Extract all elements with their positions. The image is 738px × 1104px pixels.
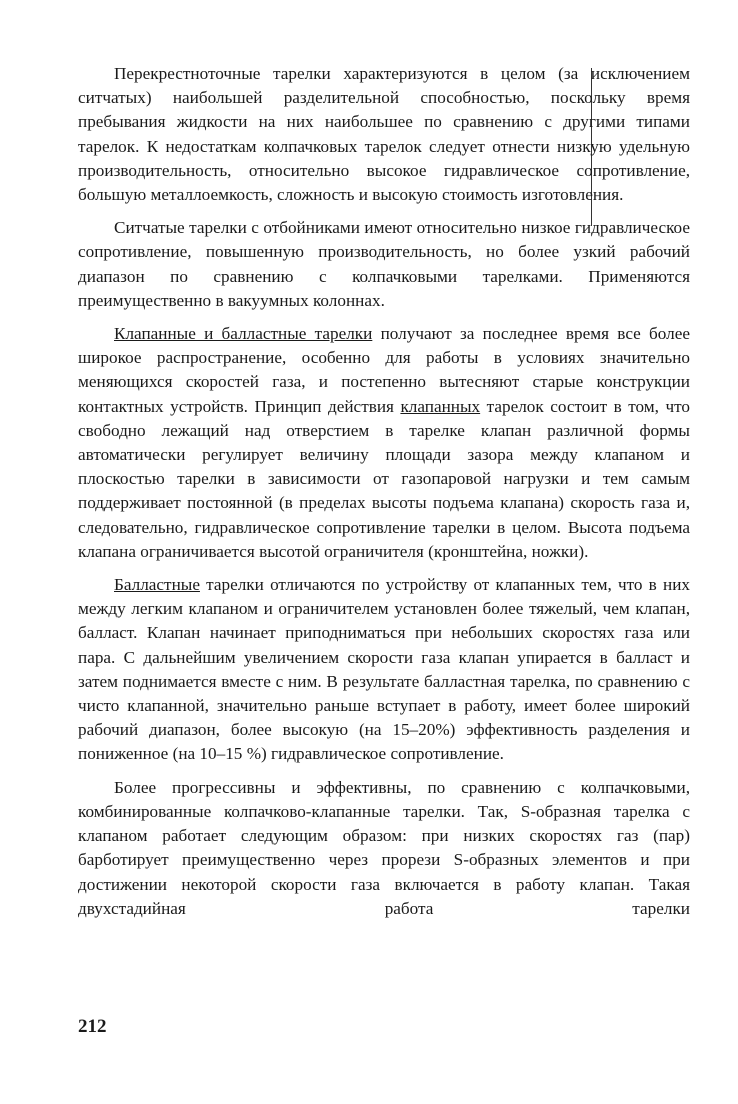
underlined-term-ballast: Балластные [114, 575, 200, 595]
underlined-term-valve: клапанных [400, 396, 481, 416]
paragraph-valve-ballast-trays [78, 322, 690, 564]
paragraph-crossflow-trays: Перекрестноточные тарелки характеризуются в целом (за исключением ситчатых) наибольшей разделительной способностью, поскольку время пребывания жидкости на них наибольшее по сравнению с другими типами тарелок. К недостаткам колпачковых тарелок следует отнести низкую удельную производительность, относительно высокое гидравлическое сопротивление, большую металлоемкость, сложность и высокую стоимость изготовления. [78, 64, 690, 205]
paragraph-text-part: получают за последнее время все более широкое распространение, особенно для работы в условиях значительно меняющихся скоростей газа, и постепенно вытесняют старые конструкции контактных устройств. Принцип действия [78, 324, 690, 416]
paragraph-sieve-trays: Ситчатые тарелки с отбойниками имеют относительно низкое гидравлическое сопротивление, повышенную производительность, но более узкий рабочий диапазон по сравнению с колпачковыми тарелками. Применяются преимущественно в вакуумных колоннах. [78, 218, 690, 310]
paragraph-ballast-trays [78, 573, 690, 767]
paragraph-text-part: тарелки отличаются по устройству от клапанных тем, что в них между легким клапаном и ограничителем установлен более тяжелый, чем клапан, балласт. Клапан начинает приподниматься при небольших скоростях газа или пара. С дальнейшим увеличением скорости газа клапан упирается в балласт и затем поднимается вместе с ним. В результате балластная тарелка, по сравнению с чисто клапанной, значительно раньше вступает в работу, имеет более широкий рабочий диапазон, более высокую (на 15–20%) эффективность разделения и пониженное (на 10–15 %) гидравлическое сопротивление. [78, 575, 690, 764]
page-number: 212 [78, 1016, 107, 1037]
page-body [78, 62, 690, 930]
paragraph-text-part: тарелок состоит в том, что свободно лежащий над отверстием в тарелке клапан различной формы автоматически регулирует величину площади зазора между клапаном и плоскостью тарелки в зависимости от газопаровой нагрузки и тем самым поддерживает постоянной (в пределах высоты подъема клапана) скорость газа и, следовательно, гидравлическое сопротивление тарелки в целом. Высота подъема клапана ограничивается высотой ограничителя (кронштейна, ножки). [78, 396, 690, 561]
underlined-term-valve-ballast: Клапанные и балластные тарелки [114, 324, 373, 344]
paragraph-combined-trays: Более прогрессивны и эффективны, по сравнению с колпачковыми, комбинированные колпачково-клапанные тарелки. Так, S-образная тарелка с клапаном работает следующим образом: при низких скоростях газ (пар) барботирует преимущественно через прорези S-образных элементов и при достижении некоторой скорости газа включается в работу клапан. Такая двухстадийная работа тарелки [78, 777, 690, 918]
